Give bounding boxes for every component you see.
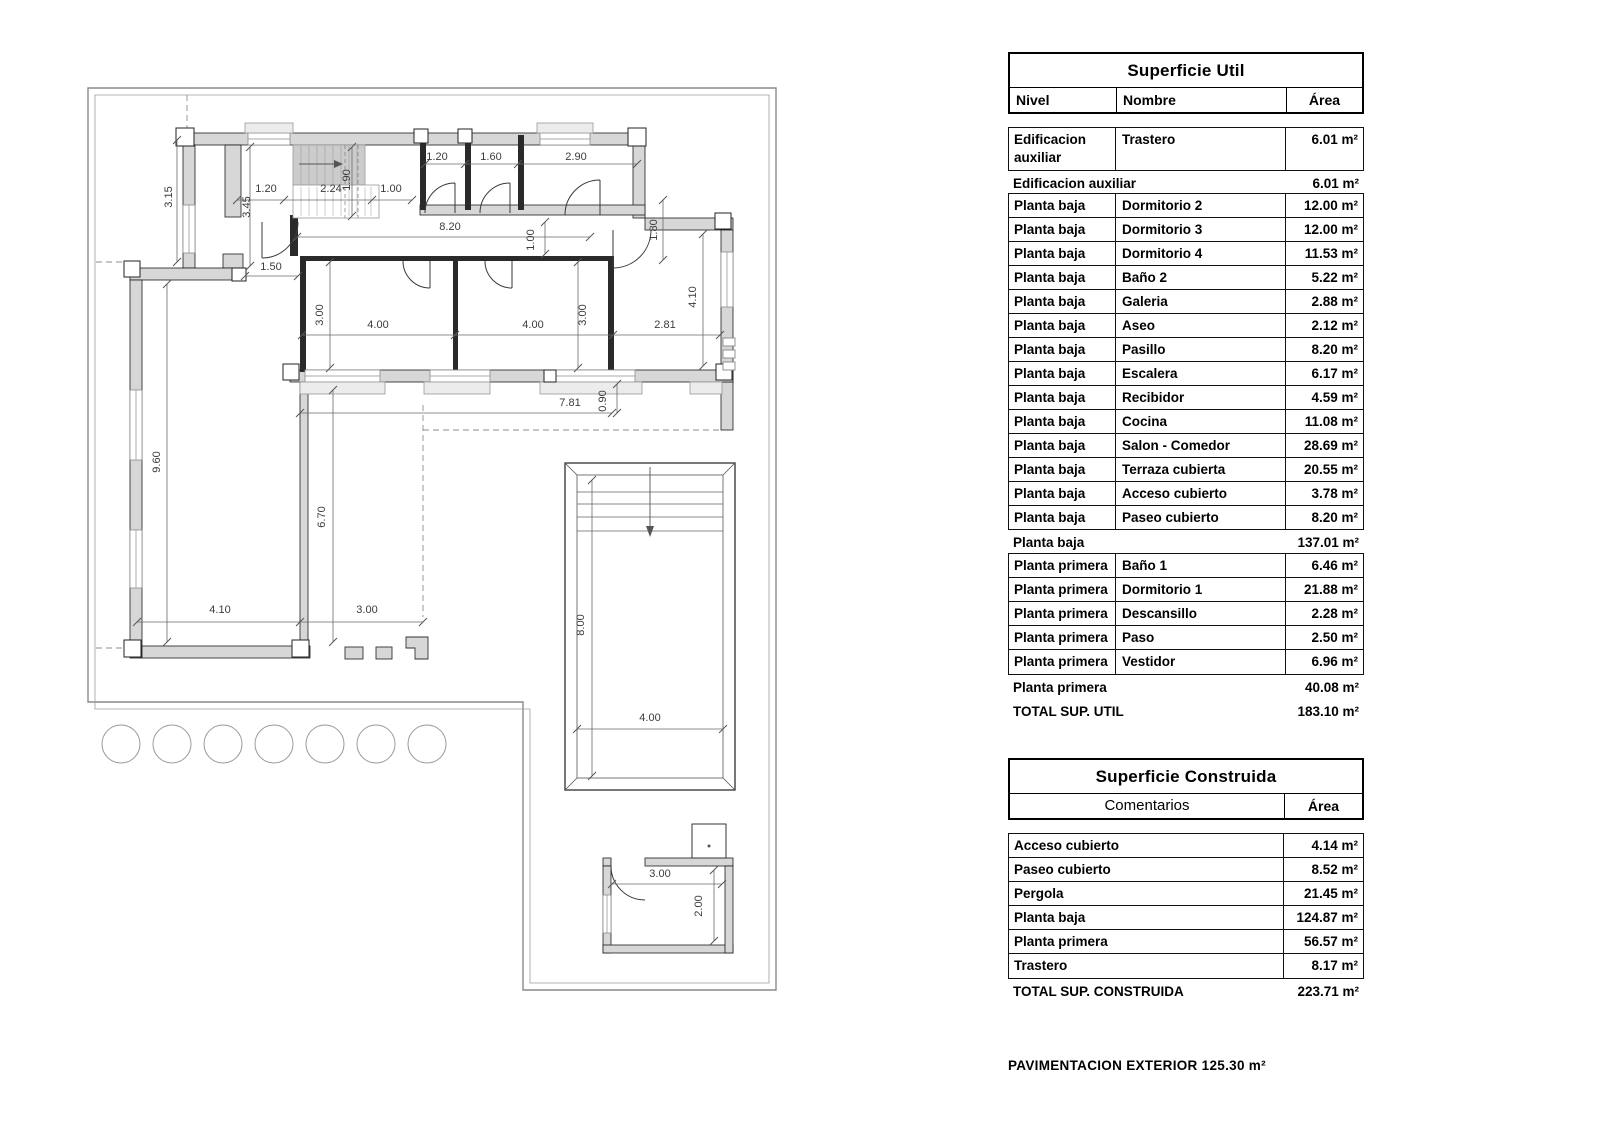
cell-area: 6.01 m² (1285, 128, 1363, 169)
dimension-label: 6.70 (316, 506, 328, 528)
table-summary-row (1008, 675, 1364, 700)
dimension-label: 9.60 (151, 451, 163, 473)
dimension-label: 4.00 (639, 712, 661, 724)
dimension-label: 3.15 (163, 186, 175, 208)
summary-area: 6.01 m² (1312, 175, 1359, 191)
cell-area: 20.55 m² (1285, 458, 1363, 482)
cell-nivel: Planta baja (1014, 485, 1086, 501)
cell-nombre: Galeria (1115, 290, 1285, 314)
table-row (1008, 481, 1364, 507)
dimension-label: 1.20 (426, 151, 448, 163)
dimension-label: 3.45 (241, 196, 253, 218)
cell-area: 2.88 m² (1285, 290, 1363, 314)
cell-area: 4.59 m² (1285, 386, 1363, 410)
table-row (1008, 881, 1364, 907)
cell-nivel: Planta baja (1014, 318, 1086, 334)
cell-nivel: Planta baja (1014, 461, 1086, 477)
cell-nivel: Planta baja (1014, 509, 1086, 525)
cell-nombre: Aseo (1115, 314, 1285, 338)
cell-area: 12.00 m² (1285, 194, 1363, 218)
cell-nombre: Terraza cubierta (1115, 458, 1285, 482)
cell-nombre: Dormitorio 2 (1115, 194, 1285, 218)
table-row (1008, 857, 1364, 883)
table-row (1008, 241, 1364, 267)
cell-area: 6.17 m² (1285, 362, 1363, 386)
trastero-annex (692, 824, 726, 858)
table-row (1008, 289, 1364, 315)
cell-nivel: Planta baja (1014, 414, 1086, 430)
superficie-construida-header (1008, 758, 1364, 820)
table-row (1008, 929, 1364, 955)
cell-nivel: Planta baja (1014, 437, 1086, 453)
table-row (1008, 905, 1364, 931)
column-header-nivel: Nivel (1016, 92, 1050, 108)
table-row (1008, 553, 1364, 579)
cell-nombre: Dormitorio 3 (1115, 218, 1285, 242)
cell-comentario: Trastero (1014, 958, 1068, 974)
cell-area: 28.69 m² (1285, 434, 1363, 458)
cell-nombre: Salon - Comedor (1115, 434, 1285, 458)
dimension-label: 3.00 (314, 304, 326, 326)
table-row (1008, 953, 1364, 979)
cell-comentario: Paseo cubierto (1014, 862, 1111, 878)
table-summary-row (1008, 171, 1364, 196)
cell-area: 5.22 m² (1285, 266, 1363, 290)
table-row (1008, 433, 1364, 459)
cell-nivel: Planta baja (1014, 390, 1086, 406)
dimension-label: 4.10 (209, 604, 231, 616)
cell-nombre: Pasillo (1115, 338, 1285, 362)
dimension-label: 2.00 (693, 895, 705, 917)
table-row (1008, 385, 1364, 411)
cell-area: 8.20 m² (1285, 338, 1363, 362)
cell-area: 11.08 m² (1285, 410, 1363, 434)
cell-area: 21.45 m² (1283, 882, 1363, 906)
cell-nivel: Planta primera (1014, 582, 1108, 598)
gate-marks (723, 338, 735, 370)
dimension-label: 1.50 (260, 261, 282, 273)
cell-comentario: Pergola (1014, 886, 1064, 902)
cell-area: 124.87 m² (1283, 906, 1363, 930)
summary-label: TOTAL SUP. CONSTRUIDA (1013, 983, 1184, 999)
summary-area: 183.10 m² (1297, 704, 1359, 720)
cell-comentario: Planta primera (1014, 934, 1108, 950)
cell-nivel: Planta baja (1014, 294, 1086, 310)
cell-area: 6.96 m² (1285, 650, 1363, 674)
cell-nivel: Edificacion auxiliar (1014, 132, 1087, 165)
superficie-util-rows (1008, 127, 1364, 723)
table-total-row (1008, 699, 1364, 724)
dimension-label: 3.00 (356, 604, 378, 616)
dimension-label: 1.00 (380, 183, 402, 195)
pavimentacion-note: PAVIMENTACION EXTERIOR 125.30 m² (1008, 1058, 1266, 1073)
cell-area: 11.53 m² (1285, 242, 1363, 266)
summary-label: Planta baja (1013, 535, 1085, 551)
dimension-label: 1.00 (525, 229, 537, 251)
cell-nombre: Paso (1115, 626, 1285, 650)
table-row (1008, 313, 1364, 339)
dimension-label: 1.20 (255, 183, 277, 195)
column-header-area: Área (1286, 88, 1362, 112)
superficie-construida-columns (1010, 794, 1362, 818)
cell-nombre: Descansillo (1115, 602, 1285, 626)
dimension-label: 2.90 (565, 151, 587, 163)
cell-area: 2.50 m² (1285, 626, 1363, 650)
cell-nombre: Escalera (1115, 362, 1285, 386)
cell-nivel: Planta baja (1014, 366, 1086, 382)
cell-nivel: Planta primera (1014, 654, 1108, 670)
cell-area: 8.20 m² (1285, 506, 1363, 530)
cell-area: 2.12 m² (1285, 314, 1363, 338)
cell-nombre: Dormitorio 4 (1115, 242, 1285, 266)
table-row (1008, 601, 1364, 627)
cell-nombre: Recibidor (1115, 386, 1285, 410)
cell-area: 8.52 m² (1283, 858, 1363, 882)
cell-nombre: Cocina (1115, 410, 1285, 434)
superficie-util-header (1008, 52, 1364, 114)
dimension-label: 7.81 (559, 397, 581, 409)
dimension-label: 2.81 (654, 319, 676, 331)
cell-nivel: Planta baja (1014, 198, 1086, 214)
table-row (1008, 409, 1364, 435)
table-row (1008, 577, 1364, 603)
table-row (1008, 505, 1364, 531)
dimension-label: 0.90 (597, 390, 609, 412)
table-row (1008, 457, 1364, 483)
summary-label: Edificacion auxiliar (1013, 175, 1137, 191)
swimming-pool (565, 463, 735, 790)
superficie-util-columns (1010, 88, 1362, 112)
dimension-label: 1.80 (648, 219, 660, 241)
dimension-label: 8.20 (439, 221, 461, 233)
dimension-label: 1.60 (480, 151, 502, 163)
dimension-label: 4.00 (522, 319, 544, 331)
column-header-nombre: Nombre (1116, 88, 1286, 112)
table-row (1008, 193, 1364, 219)
column-header-comentarios: Comentarios (1104, 797, 1190, 814)
cell-nombre: Dormitorio 1 (1115, 578, 1285, 602)
cell-nivel: Planta baja (1014, 222, 1086, 238)
cell-nombre: Vestidor (1115, 650, 1285, 674)
dimension-label: 1.90 (341, 169, 353, 191)
pergola-posts (345, 637, 428, 659)
cell-comentario: Acceso cubierto (1014, 838, 1120, 854)
table-summary-row (1008, 530, 1364, 555)
summary-area: 137.01 m² (1297, 535, 1359, 551)
superficie-construida-rows (1008, 833, 1364, 1003)
superficie-util-table (1008, 52, 1364, 724)
superficie-construida-table (1008, 758, 1364, 1003)
cell-comentario: Planta baja (1014, 910, 1086, 926)
cell-area: 56.57 m² (1283, 930, 1363, 954)
superficie-util-title: Superficie Util (1010, 54, 1362, 88)
summary-label: TOTAL SUP. UTIL (1013, 704, 1124, 720)
table-row (1008, 361, 1364, 387)
summary-area: 223.71 m² (1297, 983, 1359, 999)
dimension-label: 8.00 (575, 614, 587, 636)
cell-area: 8.17 m² (1283, 954, 1363, 978)
summary-label: Planta primera (1013, 679, 1107, 695)
cell-area: 21.88 m² (1285, 578, 1363, 602)
cell-nivel: Planta primera (1014, 630, 1108, 646)
dimension-label: 2.24 (320, 183, 342, 195)
table-row (1008, 649, 1364, 675)
landscape-circles (102, 725, 446, 763)
cell-nombre: Baño 2 (1115, 266, 1285, 290)
table-total-row (1008, 979, 1364, 1004)
cell-nivel: Planta baja (1014, 246, 1086, 262)
cell-nivel: Planta primera (1014, 558, 1108, 574)
table-row (1008, 833, 1364, 859)
dimension-label: 3.00 (577, 304, 589, 326)
cell-area: 6.46 m² (1285, 554, 1363, 578)
table-row (1008, 217, 1364, 243)
cell-nivel: Planta baja (1014, 270, 1086, 286)
dimension-label: 4.10 (687, 286, 699, 308)
cell-area: 4.14 m² (1283, 834, 1363, 858)
cell-nivel: Planta baja (1014, 342, 1086, 358)
cell-nombre: Paseo cubierto (1115, 506, 1285, 530)
summary-area: 40.08 m² (1304, 679, 1359, 695)
superficie-construida-title: Superficie Construida (1010, 760, 1362, 794)
dimension-label: 4.00 (367, 319, 389, 331)
stairs (293, 145, 379, 218)
table-row (1008, 265, 1364, 291)
cell-area: 3.78 m² (1285, 482, 1363, 506)
cell-area: 12.00 m² (1285, 218, 1363, 242)
cell-nivel: Planta primera (1014, 606, 1108, 622)
table-row (1008, 127, 1364, 170)
dimension-label: 3.00 (649, 868, 671, 880)
cell-nombre: Baño 1 (1115, 554, 1285, 578)
table-row (1008, 337, 1364, 363)
cell-area: 2.28 m² (1285, 602, 1363, 626)
table-row (1008, 625, 1364, 651)
cell-nombre: Trastero (1115, 128, 1285, 169)
cell-nombre: Acceso cubierto (1115, 482, 1285, 506)
column-header-area2: Área (1284, 794, 1362, 818)
